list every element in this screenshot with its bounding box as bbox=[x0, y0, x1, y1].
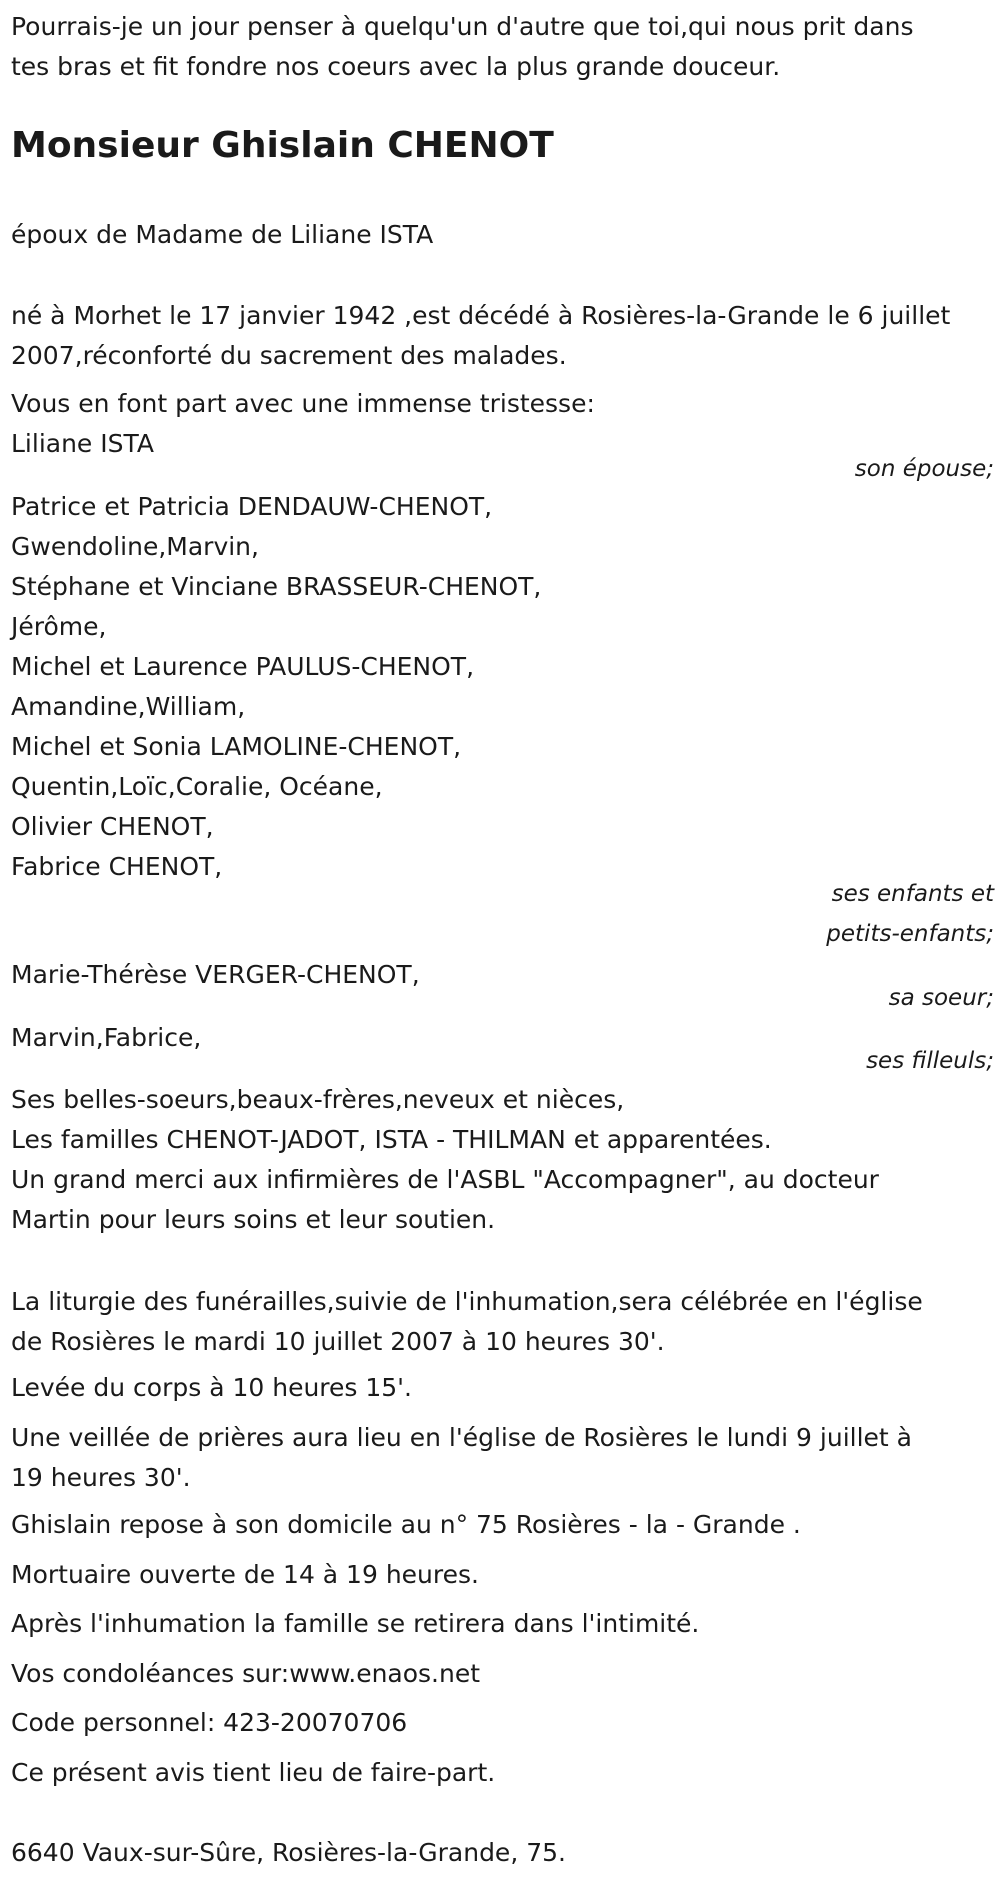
vigil-line: 19 heures 30'. bbox=[11, 1463, 191, 1492]
wife-name: Liliane ISTA bbox=[11, 429, 154, 458]
list-item: Michel et Sonia LAMOLINE-CHENOT, bbox=[11, 732, 462, 761]
liturgy-info bbox=[11, 1282, 996, 1362]
address: 6640 Vaux-sur-Sûre, Rosières-la-Grande, 75. bbox=[11, 1838, 566, 1867]
levee-info: Levée du corps à 10 heures 15'. bbox=[11, 1373, 413, 1402]
godchildren-role: ses filleuls; bbox=[866, 1048, 994, 1074]
list-item: Les familles CHENOT-JADOT, ISTA - THILMAN et apparentées. bbox=[11, 1125, 772, 1154]
family-list bbox=[11, 1080, 996, 1240]
notice-text: Ce présent avis tient lieu de faire-part. bbox=[11, 1758, 496, 1787]
birth-line: né à Morhet le 17 janvier 1942 ,est décédé à Rosières-la-Grande le 6 juillet bbox=[11, 301, 951, 330]
role-line: petits-enfants; bbox=[826, 921, 994, 947]
birth-death-info bbox=[11, 296, 996, 376]
spouse-line: époux de Madame de Liliane ISTA bbox=[11, 220, 434, 249]
list-item: Michel et Laurence PAULUS-CHENOT, bbox=[11, 652, 475, 681]
intro-line: tes bras et fit fondre nos coeurs avec la plus grande douceur. bbox=[11, 52, 781, 81]
list-item: Quentin,Loïc,Coralie, Océane, bbox=[11, 772, 383, 801]
children-list bbox=[11, 487, 996, 887]
after-info: Après l'inhumation la famille se retirera dans l'intimité. bbox=[11, 1609, 700, 1638]
list-item: Patrice et Patricia DENDAUW-CHENOT, bbox=[11, 492, 493, 521]
list-item: Un grand merci aux infirmières de l'ASBL "Accompagner", au docteur bbox=[11, 1165, 879, 1194]
list-item: Gwendoline,Marvin, bbox=[11, 532, 259, 561]
list-item: Jérôme, bbox=[11, 612, 107, 641]
list-item: Stéphane et Vinciane BRASSEUR-CHENOT, bbox=[11, 572, 542, 601]
intro-poem bbox=[11, 7, 991, 87]
sister-name: Marie-Thérèse VERGER-CHENOT, bbox=[11, 960, 420, 989]
godchildren-names: Marvin,Fabrice, bbox=[11, 1023, 202, 1052]
list-item: Fabrice CHENOT, bbox=[11, 852, 223, 881]
liturgy-line: La liturgie des funérailles,suivie de l'inhumation,sera célébrée en l'église bbox=[11, 1287, 923, 1316]
sister-role: sa soeur; bbox=[888, 985, 994, 1011]
list-item: Ses belles-soeurs,beaux-frères,neveux et nièces, bbox=[11, 1085, 625, 1114]
rest-info: Ghislain repose à son domicile au n° 75 Rosières - la - Grande . bbox=[11, 1510, 801, 1539]
role-line: ses enfants et bbox=[831, 881, 994, 907]
vigil-line: Une veillée de prières aura lieu en l'église de Rosières le lundi 9 juillet à bbox=[11, 1423, 912, 1452]
mortuary-info: Mortuaire ouverte de 14 à 19 heures. bbox=[11, 1560, 479, 1589]
intro-line: Pourrais-je un jour penser à quelqu'un d'autre que toi,qui nous prit dans bbox=[11, 12, 914, 41]
birth-line: 2007,réconforté du sacrement des malades. bbox=[11, 341, 567, 370]
list-item: Olivier CHENOT, bbox=[11, 812, 214, 841]
personal-code: Code personnel: 423-20070706 bbox=[11, 1708, 408, 1737]
liturgy-line: de Rosières le mardi 10 juillet 2007 à 10 heures 30'. bbox=[11, 1327, 665, 1356]
list-item: Martin pour leurs soins et leur soutien. bbox=[11, 1205, 496, 1234]
condolences-info: Vos condoléances sur:www.enaos.net bbox=[11, 1659, 481, 1688]
list-item: Amandine,William, bbox=[11, 692, 246, 721]
deceased-name: Monsieur Ghislain CHENOT bbox=[11, 125, 554, 166]
vigil-info bbox=[11, 1418, 996, 1498]
wife-role: son épouse; bbox=[854, 456, 994, 482]
announcement: Vous en font part avec une immense tristesse: bbox=[11, 389, 595, 418]
children-role bbox=[826, 874, 994, 954]
